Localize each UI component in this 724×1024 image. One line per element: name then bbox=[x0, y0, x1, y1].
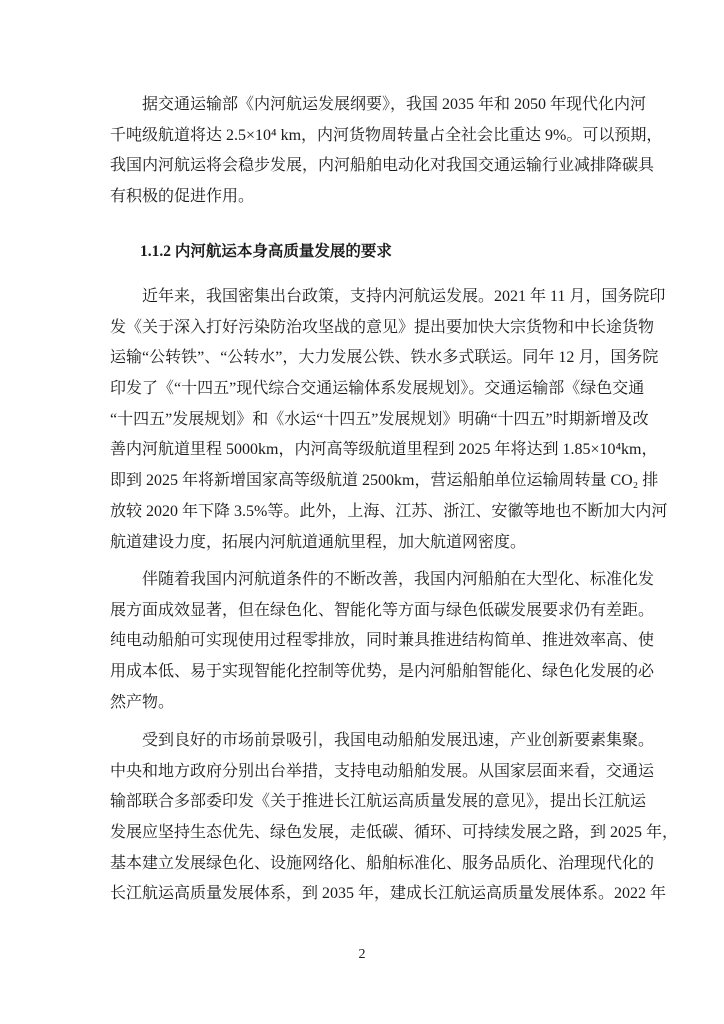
text-line: 长江航运高质量发展体系，到 2035 年，建成长江航运高质量发展体系。2022 年 bbox=[110, 885, 667, 903]
text-line: 千吨级航道将达 2.5×10⁴ km，内河货物周转量占全社会比重达 9%。可以预期， bbox=[110, 126, 663, 144]
paragraph-2 bbox=[110, 282, 668, 558]
text-line: 即到 2025 年将新增国家高等级航道 2500km，营运船舶单位运输周转量 CO₂ 排 bbox=[110, 472, 659, 490]
text-line: 近年来，我国密集出台政策，支持内河航运发展。2021 年 11 月，国务院印 bbox=[142, 288, 666, 305]
text-line: 然产物。 bbox=[110, 693, 175, 711]
paragraph-1 bbox=[110, 90, 663, 213]
text-line: 用成本低、易于实现智能化控制等优势，是内河船舶智能化、绿色化发展的必 bbox=[110, 663, 655, 681]
page-number: 2 bbox=[358, 947, 366, 962]
text-line: 中央和地方政府分别出台举措，支持电动船舶发展。从国家层面来看，交通运 bbox=[110, 762, 655, 780]
text-line: 基本建立发展绿色化、设施网络化、船舶标准化、服务品质化、治理现代化的 bbox=[110, 854, 655, 872]
text-line: 有积极的促进作用。 bbox=[110, 188, 255, 206]
text-line: 善内河航道里程 5000km，内河高等级航道里程到 2025 年将达到 1.85×10⁴km， bbox=[110, 441, 658, 459]
text-line: 据交通运输部《内河航运发展纲要》，我国 2035 年和 2050 年现代化内河 bbox=[142, 96, 647, 113]
text-line: 伴随着我国内河航道条件的不断改善，我国内河船舶在大型化、标准化发 bbox=[142, 571, 655, 588]
text-line: 输部联合多部委印发《关于推进长江航运高质量发展的意见》，提出长江航运 bbox=[110, 793, 647, 811]
text-line: 航道建设力度，拓展内河航道通航里程，加大航道网密度。 bbox=[110, 533, 527, 551]
text-line: 受到良好的市场前景吸引，我国电动船舶发展迅速，产业创新要素集聚。 bbox=[142, 732, 655, 749]
text-line: 运输“公转铁”、“公转水”，大力发展公铁、铁水多式联运。同年 12 月，国务院 bbox=[110, 349, 659, 367]
text-line: 纯电动船舶可实现使用过程零排放，同时兼具推进结构简单、推进效率高、使 bbox=[110, 632, 655, 650]
paragraph-3 bbox=[110, 565, 655, 718]
text-line: 放较 2020 年下降 3.5%等。此外，上海、江苏、浙江、安徽等地也不断加大内河 bbox=[110, 502, 668, 520]
text-line: 印发了《“十四五”现代综合交通运输体系发展规划》。交通运输部《绿色交通 bbox=[110, 380, 645, 398]
text-line: 发展应坚持生态优先、绿色发展，走低碳、循环、可持续发展之路，到 2025 年， bbox=[110, 824, 679, 842]
text-line: 发《关于深入打好污染防治攻坚战的意见》提出要加快大宗货物和中长途货物 bbox=[110, 318, 655, 336]
section-heading: 1.1.2 内河航运本身高质量发展的要求 bbox=[140, 243, 392, 260]
paragraph-4 bbox=[110, 726, 679, 910]
text-line: 我国内河航运将会稳步发展，内河船舶电动化对我国交通运输行业减排降碳具 bbox=[110, 157, 655, 175]
text-line: “十四五”发展规划》和《水运“十四五”发展规划》明确“十四五”时期新增及改 bbox=[110, 410, 649, 428]
text-line: 展方面成效显著，但在绿色化、智能化等方面与绿色低碳发展要求仍有差距。 bbox=[110, 601, 655, 619]
